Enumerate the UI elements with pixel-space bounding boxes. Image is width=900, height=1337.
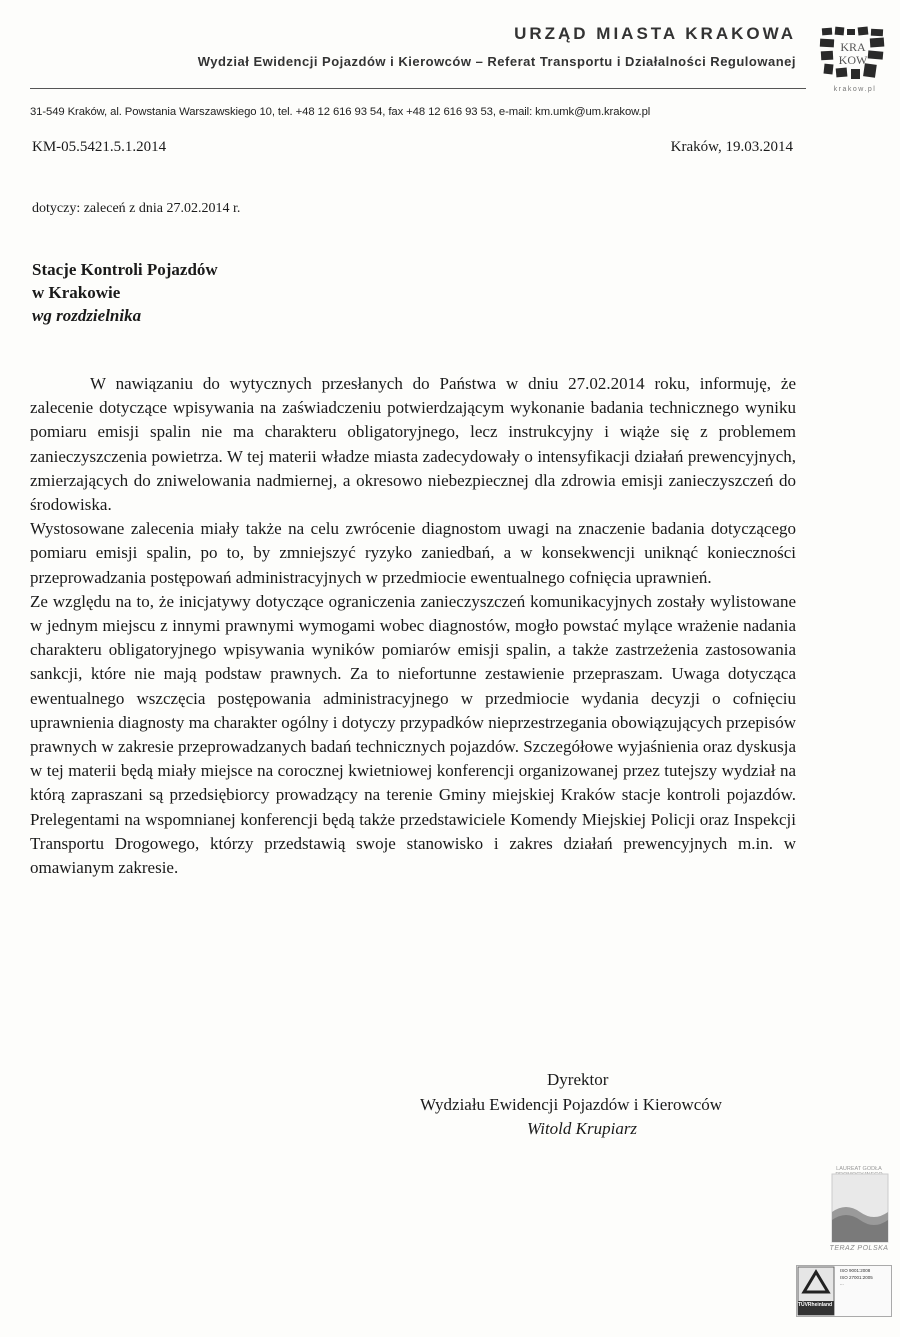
svg-text:KRA: KRA (840, 40, 866, 54)
place-date: Kraków, 19.03.2014 (670, 139, 793, 155)
regarding-line: dotyczy: zaleceń z dnia 27.02.2014 r. (32, 201, 241, 216)
addressee-line-2: w Krakowie (32, 283, 121, 302)
body-paragraph: Wystosowane zalecenia miały także na celu zwrócenie diagnostom uwagi na znaczenie badania dotyczącego pomiaru emisji spalin, po to, by zmniejszyć ryzyko zaniedbań, a w konsekwencji uniknąć konieczności przeprowadzania postępowań administracyjnych w przedmiocie ewentualnego cofnięcia uprawnień. (30, 519, 796, 587)
office-name: URZĄD MIASTA KRAKOWA (514, 24, 796, 43)
teraz-polska-icon (830, 1172, 890, 1244)
letter-body (30, 372, 796, 880)
header-rule (30, 88, 806, 89)
svg-text:KOW: KOW (838, 53, 868, 67)
addressee-block (32, 258, 218, 327)
logo-domain: krakow.pl (833, 86, 877, 93)
addressee-line-1: Stacje Kontroli Pojazdów (32, 260, 218, 279)
addressee-line-3: wg rozdzielnika (32, 306, 142, 325)
award-text: TERAZ POLSKA (829, 1245, 889, 1252)
signature-title: Dyrektor (547, 1070, 609, 1089)
krakow-city-logo-icon (818, 26, 888, 84)
award-label: LAUREAT GODŁA (836, 1166, 882, 1172)
body-paragraph: W nawiązaniu do wytycznych przesłanych do Państwa w dniu 27.02.2014 roku, informuję, że zalecenie dotyczące wpisywania na zaświadczeniu potwierdzającym wykonanie badania technicznego wyniku pomiaru emisji spalin nie ma charakteru obligatoryjnego, lecz instrukcyjny i wiąże się z problemem zanieczyszczenia powietrza. W tej materii władze miasta zadecydowały o intensyfikacji działań prewencyjnych, zmierzających do zniwelowania nadmiernej, a okresowo niebezpiecznej dla zdrowia emisji zanieczyszczeń do środowiska. (30, 374, 796, 515)
cert-text: ISO 9001:2008 ISO 27001:2005 ... (840, 1268, 873, 1286)
case-number: KM-05.5421.5.1.2014 (32, 139, 167, 155)
signature-name: Witold Krupiarz (527, 1119, 638, 1138)
contact-line: 31-549 Kraków, al. Powstania Warszawskiego 10, tel. +48 12 616 93 54, fax +48 12 616 93 53, e-mail: km.umk@um.krakow.pl (30, 106, 651, 118)
cert-name: TÜVRheinland (797, 1302, 833, 1308)
signature-department: Wydziału Ewidencji Pojazdów i Kierowców (420, 1094, 723, 1114)
signature-block (420, 1068, 722, 1142)
department-name: Wydział Ewidencji Pojazdów i Kierowców – Referat Transportu i Działalności Regulowanej (197, 54, 796, 69)
body-paragraph: Ze względu na to, że inicjatywy dotyczące ograniczenia zanieczyszczeń komunikacyjnych zostały wylistowane w jednym miejscu z innymi prawnymi wymogami wobec diagnostów, mogło powstać mylące wrażenie nadania charakteru obligatoryjnego wpisywania wyników pomiarów emisji spalin, a także zastrzeżenia zastosowania sankcji, które nie mają podstaw prawnych. Za to niefortunne zestawienie przepraszam. Uwaga dotycząca ewentualnego wszczęcia postępowania administracyjnego w przedmiocie wydania decyzji o cofnięciu uprawnienia diagnosty ma charakter ogólny i dotyczy przypadków nieprzestrzegania obowiązujących przepisów prawnych w zakresie przeprowadzanych badań technicznych pojazdów. Szczegółowe wyjaśnienia oraz dyskusja w tej materii będą miały miejsce na corocznej kwietniowej konferencji organizowanej przez tutejszy wydział na którą zapraszani są przedsiębiorcy prowadzący na terenie Gminy miejskiej Kraków stacje kontroli pojazdów. Prelegentami na wspomnianej konferencji będą także przedstawiciele Komendy Miejskiej Policji oraz Inspekcji Transportu Drogowego, którzy przedstawią swoje stanowisko i zakres działań prewencyjnych m.in. w omawianym zakresie. (30, 591, 796, 878)
